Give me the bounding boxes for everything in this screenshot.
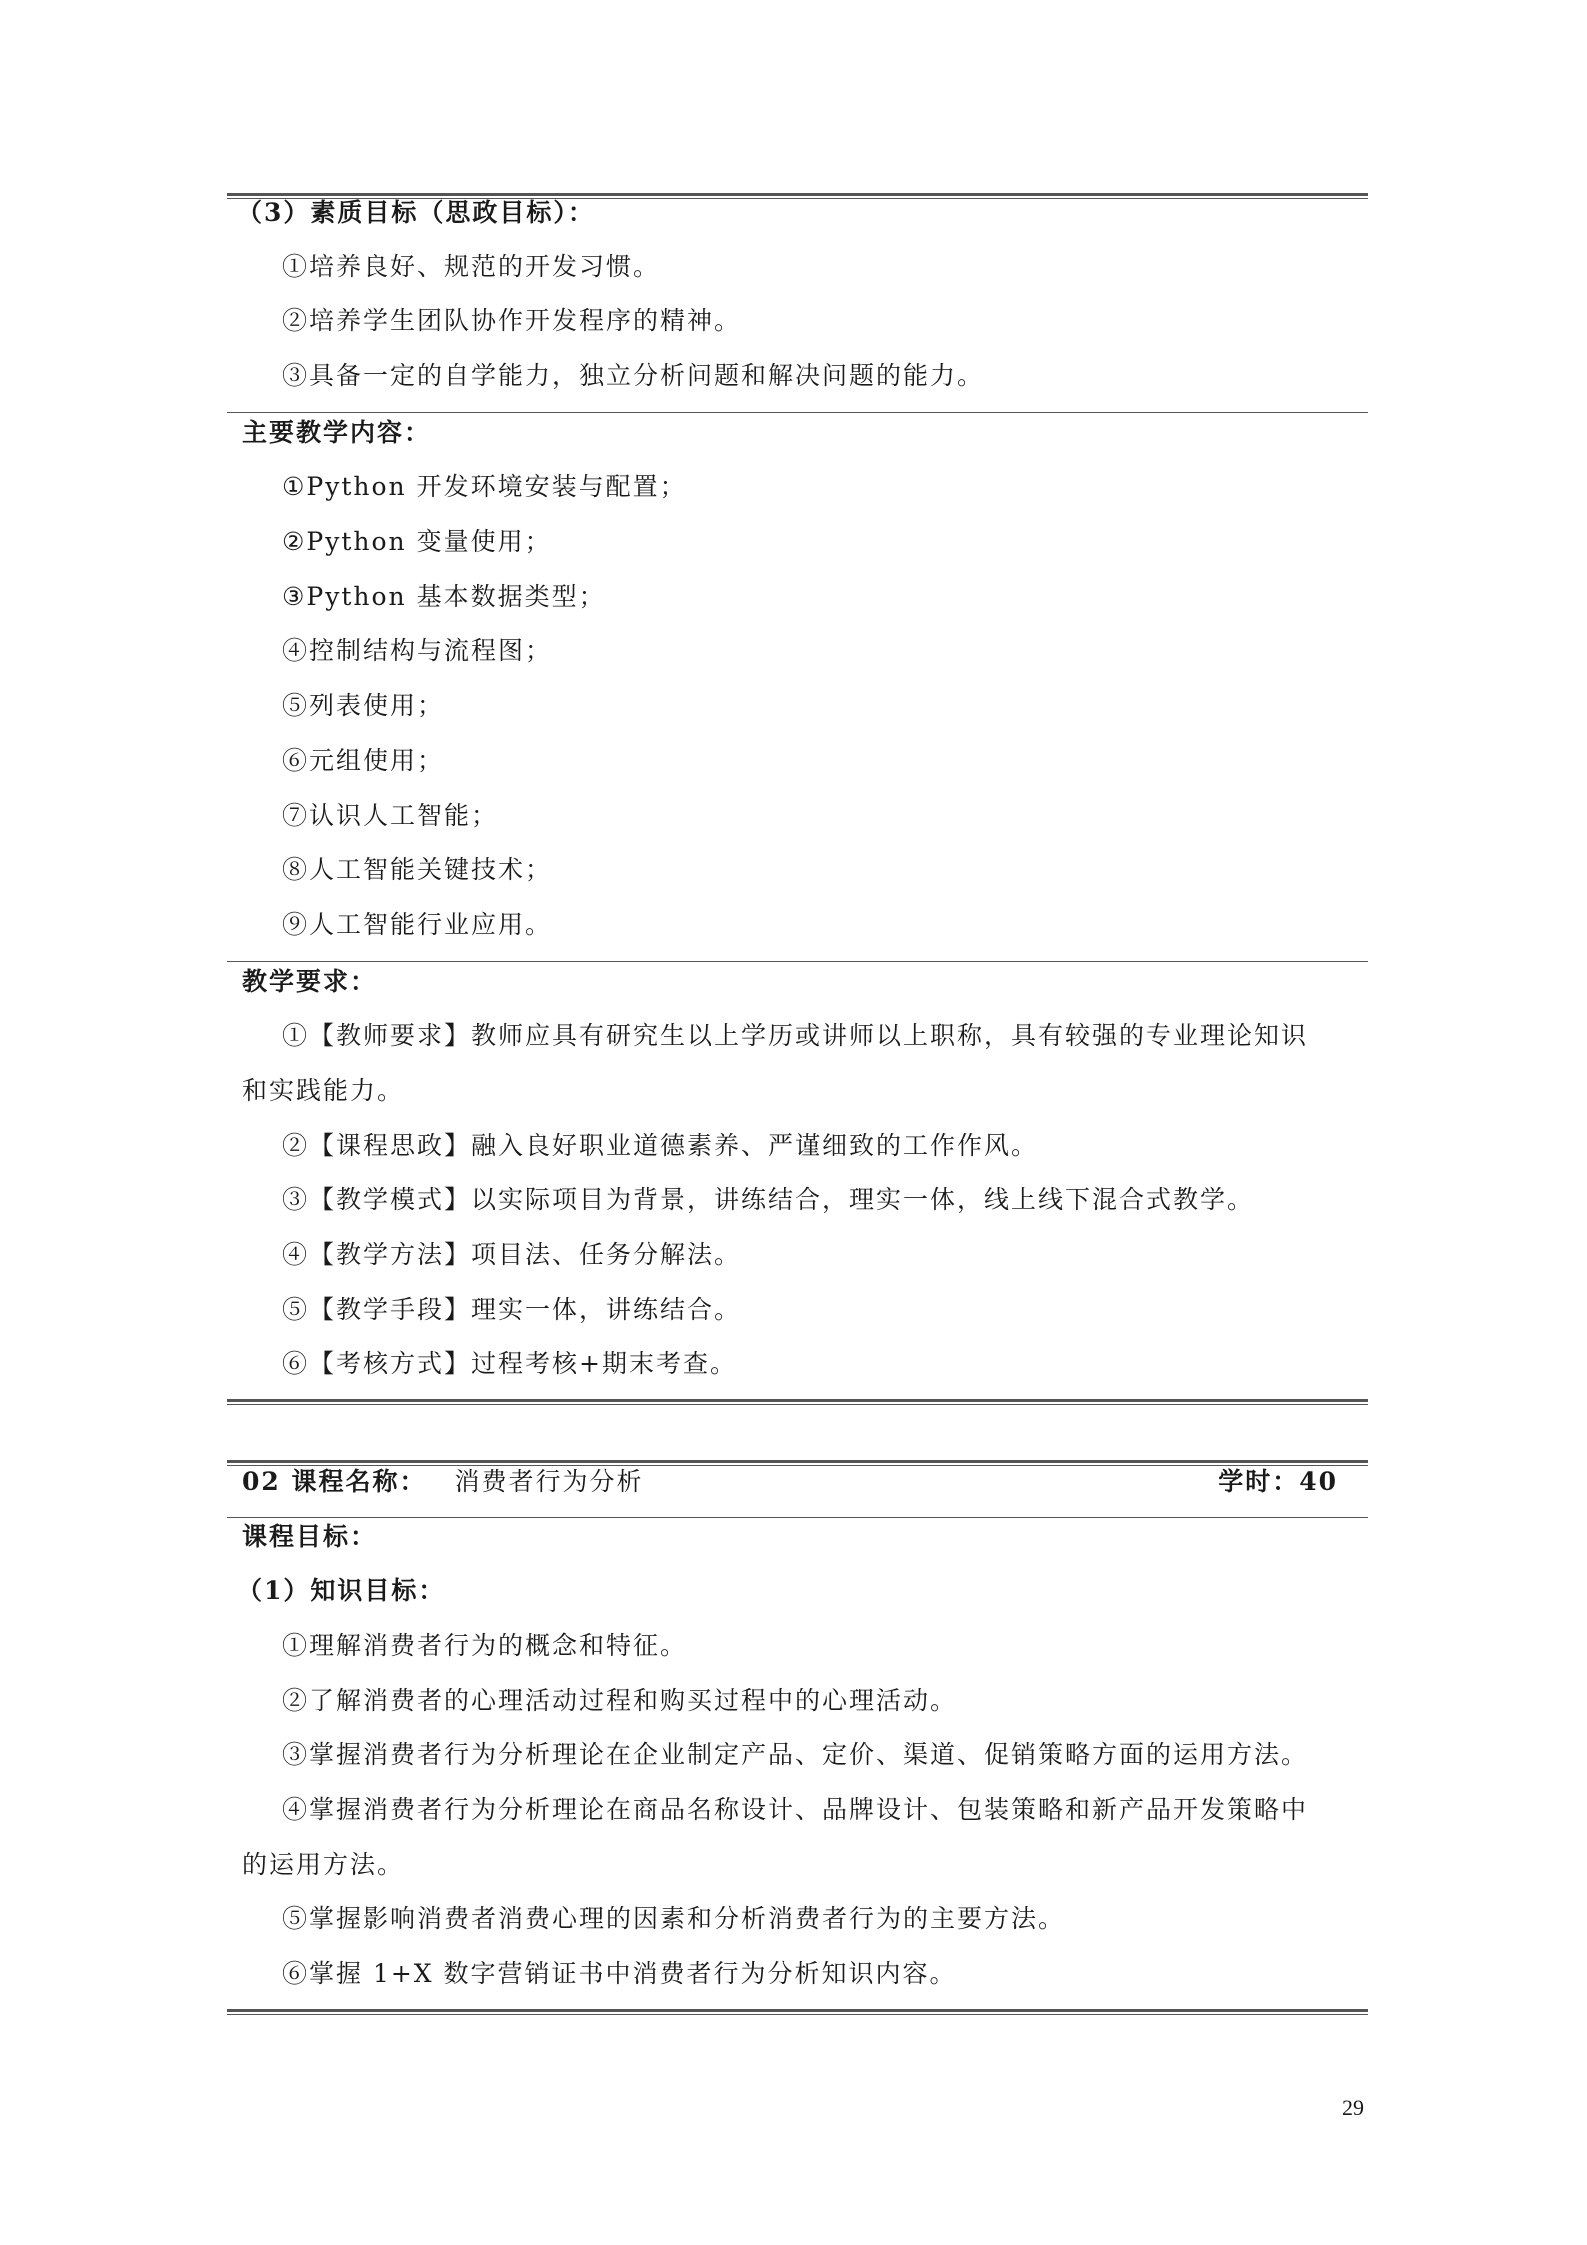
content-item-4: ④控制结构与流程图； [282, 636, 553, 665]
content-item-2: ②Python 变量使用； [282, 527, 552, 556]
course-title-row [227, 1467, 1368, 1497]
knowledge-goal-3: ③掌握消费者行为分析理论在企业制定产品、定价、渠道、促销策略方面的运用方法。 [282, 1740, 1309, 1769]
section2-bottom-rule [227, 2009, 1368, 2015]
requirement-3: ③【教学模式】以实际项目为背景，讲练结合，理实一体，线上线下混合式教学。 [282, 1185, 1255, 1214]
goal-heading: 课程目标： [242, 1522, 378, 1551]
content-item-8: ⑧人工智能关键技术； [282, 855, 553, 884]
knowledge-goal-4-continued: 的运用方法。 [242, 1850, 405, 1879]
knowledge-goal-5: ⑤掌握影响消费者消费心理的因素和分析消费者行为的主要方法。 [282, 1904, 1066, 1933]
knowledge-goal-1: ①理解消费者行为的概念和特征。 [282, 1631, 688, 1660]
knowledge-goal-4: ④掌握消费者行为分析理论在商品名称设计、品牌设计、包装策略和新产品开发策略中 [282, 1795, 1309, 1824]
course-hours: 学时：40 [1218, 1467, 1338, 1496]
content-item-7: ⑦认识人工智能； [282, 801, 499, 830]
page-number: 29 [1342, 2095, 1364, 2120]
content-rule [227, 412, 1368, 413]
requirement-1-continued: 和实践能力。 [242, 1076, 405, 1105]
requirement-5: ⑤【教学手段】理实一体，讲练结合。 [282, 1295, 742, 1324]
course-name: 消费者行为分析 [454, 1467, 644, 1496]
content-item-3: ③Python 基本数据类型； [282, 582, 606, 611]
quality-goal-2: ②培养学生团队协作开发程序的精神。 [282, 306, 742, 335]
requirement-2: ②【课程思政】融入良好职业道德素养、严谨细致的工作作风。 [282, 1131, 1039, 1160]
requirement-4: ④【教学方法】项目法、任务分解法。 [282, 1240, 742, 1269]
content-item-9: ⑨人工智能行业应用。 [282, 910, 553, 939]
goal-rule [227, 1517, 1368, 1518]
content-item-1: ①Python 开发环境安装与配置； [282, 472, 687, 501]
course-label: 02 课程名称： [242, 1467, 427, 1496]
requirement-6: ⑥【考核方式】过程考核+期末考查。 [282, 1349, 737, 1378]
quality-goal-heading: （3）素质目标（思政目标）： [237, 198, 595, 227]
requirements-rule [227, 961, 1368, 962]
quality-goal-1: ①培养良好、规范的开发习惯。 [282, 252, 661, 281]
content-heading: 主要教学内容： [242, 418, 432, 447]
requirement-1: ①【教师要求】教师应具有研究生以上学历或讲师以上职称，具有较强的专业理论知识 [282, 1021, 1309, 1050]
requirements-heading: 教学要求： [242, 967, 378, 996]
section2-top-rule [227, 1460, 1368, 1466]
knowledge-goal-6: ⑥掌握 1+X 数字营销证书中消费者行为分析知识内容。 [282, 1959, 957, 1988]
quality-goal-3: ③具备一定的自学能力，独立分析问题和解决问题的能力。 [282, 361, 985, 390]
knowledge-heading: （1）知识目标： [237, 1576, 446, 1605]
content-item-6: ⑥元组使用； [282, 746, 445, 775]
content-item-5: ⑤列表使用； [282, 691, 445, 720]
section1-bottom-rule [227, 1399, 1368, 1405]
knowledge-goal-2: ②了解消费者的心理活动过程和购买过程中的心理活动。 [282, 1686, 958, 1715]
